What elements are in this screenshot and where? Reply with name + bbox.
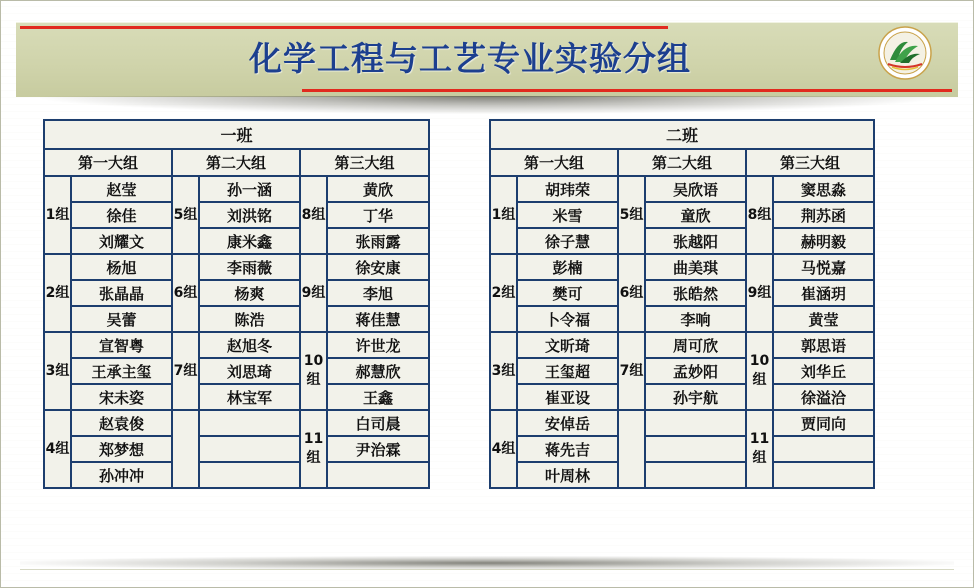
group-number: 10组 bbox=[746, 332, 773, 410]
student-name: 陈浩 bbox=[199, 306, 300, 332]
table-row bbox=[44, 306, 429, 332]
student-name: 郭思语 bbox=[773, 332, 874, 358]
student-name bbox=[199, 436, 300, 462]
student-name: 孟妙阳 bbox=[645, 358, 746, 384]
student-name: 孙一涵 bbox=[199, 176, 300, 202]
group-number: 11组 bbox=[300, 410, 327, 488]
table-row bbox=[490, 202, 874, 228]
group-number: 1组 bbox=[490, 176, 517, 254]
group-number: 9组 bbox=[746, 254, 773, 332]
student-name bbox=[199, 462, 300, 488]
table-row bbox=[44, 176, 429, 202]
student-name: 蒋先吉 bbox=[517, 436, 618, 462]
student-name: 白司晨 bbox=[327, 410, 429, 436]
student-name: 吴欣语 bbox=[645, 176, 746, 202]
student-name: 郑梦想 bbox=[71, 436, 172, 462]
group-number: 2组 bbox=[44, 254, 71, 332]
major-group-header: 第二大组 bbox=[618, 149, 746, 176]
major-group-header: 第一大组 bbox=[44, 149, 172, 176]
table-row bbox=[44, 436, 429, 462]
student-name: 黄莹 bbox=[773, 306, 874, 332]
table-row bbox=[44, 462, 429, 488]
student-name: 吴蕾 bbox=[71, 306, 172, 332]
table-row bbox=[44, 228, 429, 254]
student-name: 文昕琦 bbox=[517, 332, 618, 358]
group-number: 6组 bbox=[172, 254, 199, 332]
group-number: 2组 bbox=[490, 254, 517, 332]
student-name: 李响 bbox=[645, 306, 746, 332]
group-number: 1组 bbox=[44, 176, 71, 254]
student-name: 徐安康 bbox=[327, 254, 429, 280]
student-name: 刘华丘 bbox=[773, 358, 874, 384]
group-number: 4组 bbox=[44, 410, 71, 488]
table-row bbox=[490, 306, 874, 332]
student-name: 周可欣 bbox=[645, 332, 746, 358]
title-shadow bbox=[40, 96, 936, 114]
group-number: 7组 bbox=[172, 332, 199, 410]
page-title: 化学工程与工艺专业实验分组 bbox=[249, 39, 691, 78]
table-row bbox=[44, 384, 429, 410]
group-number: 5组 bbox=[618, 176, 645, 254]
table-row bbox=[490, 254, 874, 280]
student-name: 林宝军 bbox=[199, 384, 300, 410]
student-name: 李雨薇 bbox=[199, 254, 300, 280]
student-name bbox=[645, 436, 746, 462]
major-group-header: 第三大组 bbox=[746, 149, 874, 176]
student-name bbox=[199, 410, 300, 436]
student-name: 孙冲冲 bbox=[71, 462, 172, 488]
table-row bbox=[490, 228, 874, 254]
student-name: 赵莹 bbox=[71, 176, 172, 202]
class-title: 一班 bbox=[44, 120, 429, 149]
red-rule-bottom bbox=[302, 89, 952, 92]
class-2-table bbox=[489, 119, 875, 489]
student-name: 郝慧欣 bbox=[327, 358, 429, 384]
student-name: 曲美琪 bbox=[645, 254, 746, 280]
student-name: 贾同向 bbox=[773, 410, 874, 436]
table-row bbox=[44, 202, 429, 228]
student-name: 徐溢洽 bbox=[773, 384, 874, 410]
student-name: 黄欣 bbox=[327, 176, 429, 202]
student-name: 丁华 bbox=[327, 202, 429, 228]
student-name: 马悦嘉 bbox=[773, 254, 874, 280]
group-number: 10组 bbox=[300, 332, 327, 410]
student-name: 窦思淼 bbox=[773, 176, 874, 202]
table-row bbox=[44, 332, 429, 358]
group-number bbox=[172, 410, 199, 488]
student-name: 康米鑫 bbox=[199, 228, 300, 254]
student-name: 宣智粤 bbox=[71, 332, 172, 358]
student-name: 赵袁俊 bbox=[71, 410, 172, 436]
student-name bbox=[773, 436, 874, 462]
student-name: 荆苏函 bbox=[773, 202, 874, 228]
student-name: 樊可 bbox=[517, 280, 618, 306]
table-row bbox=[490, 384, 874, 410]
table-row bbox=[44, 358, 429, 384]
table-row bbox=[490, 332, 874, 358]
group-number: 9组 bbox=[300, 254, 327, 332]
student-name: 杨爽 bbox=[199, 280, 300, 306]
footer-shadow bbox=[20, 556, 954, 570]
class-title: 二班 bbox=[490, 120, 874, 149]
footer-rule bbox=[20, 569, 954, 570]
student-name: 卜令福 bbox=[517, 306, 618, 332]
table-row bbox=[490, 410, 874, 436]
group-number: 5组 bbox=[172, 176, 199, 254]
student-name: 崔涵玥 bbox=[773, 280, 874, 306]
student-name bbox=[773, 462, 874, 488]
group-number: 3组 bbox=[490, 332, 517, 410]
student-name: 徐佳 bbox=[71, 202, 172, 228]
student-name: 蒋佳慧 bbox=[327, 306, 429, 332]
table-row bbox=[44, 410, 429, 436]
table-row bbox=[490, 280, 874, 306]
student-name: 安倬岳 bbox=[517, 410, 618, 436]
table-row bbox=[44, 254, 429, 280]
major-group-header: 第一大组 bbox=[490, 149, 618, 176]
student-name: 徐子慧 bbox=[517, 228, 618, 254]
student-name: 孙宇航 bbox=[645, 384, 746, 410]
group-number: 8组 bbox=[746, 176, 773, 254]
student-name: 王承主玺 bbox=[71, 358, 172, 384]
student-name: 尹治霖 bbox=[327, 436, 429, 462]
table-row bbox=[490, 436, 874, 462]
group-number: 4组 bbox=[490, 410, 517, 488]
student-name: 王玺超 bbox=[517, 358, 618, 384]
group-number: 6组 bbox=[618, 254, 645, 332]
student-name: 王鑫 bbox=[327, 384, 429, 410]
class-1-table bbox=[43, 119, 430, 489]
student-name: 赫明毅 bbox=[773, 228, 874, 254]
student-name: 杨旭 bbox=[71, 254, 172, 280]
student-name: 李旭 bbox=[327, 280, 429, 306]
table-row bbox=[490, 176, 874, 202]
group-number bbox=[618, 410, 645, 488]
group-number: 7组 bbox=[618, 332, 645, 410]
student-name: 米雪 bbox=[517, 202, 618, 228]
student-name: 张晶晶 bbox=[71, 280, 172, 306]
student-name: 胡玮荣 bbox=[517, 176, 618, 202]
major-group-header: 第三大组 bbox=[300, 149, 429, 176]
group-number: 3组 bbox=[44, 332, 71, 410]
student-name: 张雨露 bbox=[327, 228, 429, 254]
student-name: 张皓然 bbox=[645, 280, 746, 306]
student-name bbox=[327, 462, 429, 488]
student-name: 刘洪铭 bbox=[199, 202, 300, 228]
university-logo-icon bbox=[878, 26, 932, 80]
student-name bbox=[645, 462, 746, 488]
student-name: 许世龙 bbox=[327, 332, 429, 358]
student-name: 崔亚设 bbox=[517, 384, 618, 410]
student-name: 宋未姿 bbox=[71, 384, 172, 410]
table-row bbox=[490, 462, 874, 488]
student-name: 张越阳 bbox=[645, 228, 746, 254]
student-name: 刘思琦 bbox=[199, 358, 300, 384]
student-name bbox=[645, 410, 746, 436]
table-row bbox=[490, 358, 874, 384]
student-name: 刘耀文 bbox=[71, 228, 172, 254]
group-number: 8组 bbox=[300, 176, 327, 254]
class-1-body bbox=[44, 120, 429, 488]
table-row bbox=[44, 280, 429, 306]
student-name: 赵旭冬 bbox=[199, 332, 300, 358]
class-2-body bbox=[490, 120, 874, 488]
student-name: 叶周林 bbox=[517, 462, 618, 488]
student-name: 童欣 bbox=[645, 202, 746, 228]
major-group-header: 第二大组 bbox=[172, 149, 300, 176]
group-number: 11组 bbox=[746, 410, 773, 488]
student-name: 彭楠 bbox=[517, 254, 618, 280]
red-rule-top bbox=[20, 26, 668, 29]
